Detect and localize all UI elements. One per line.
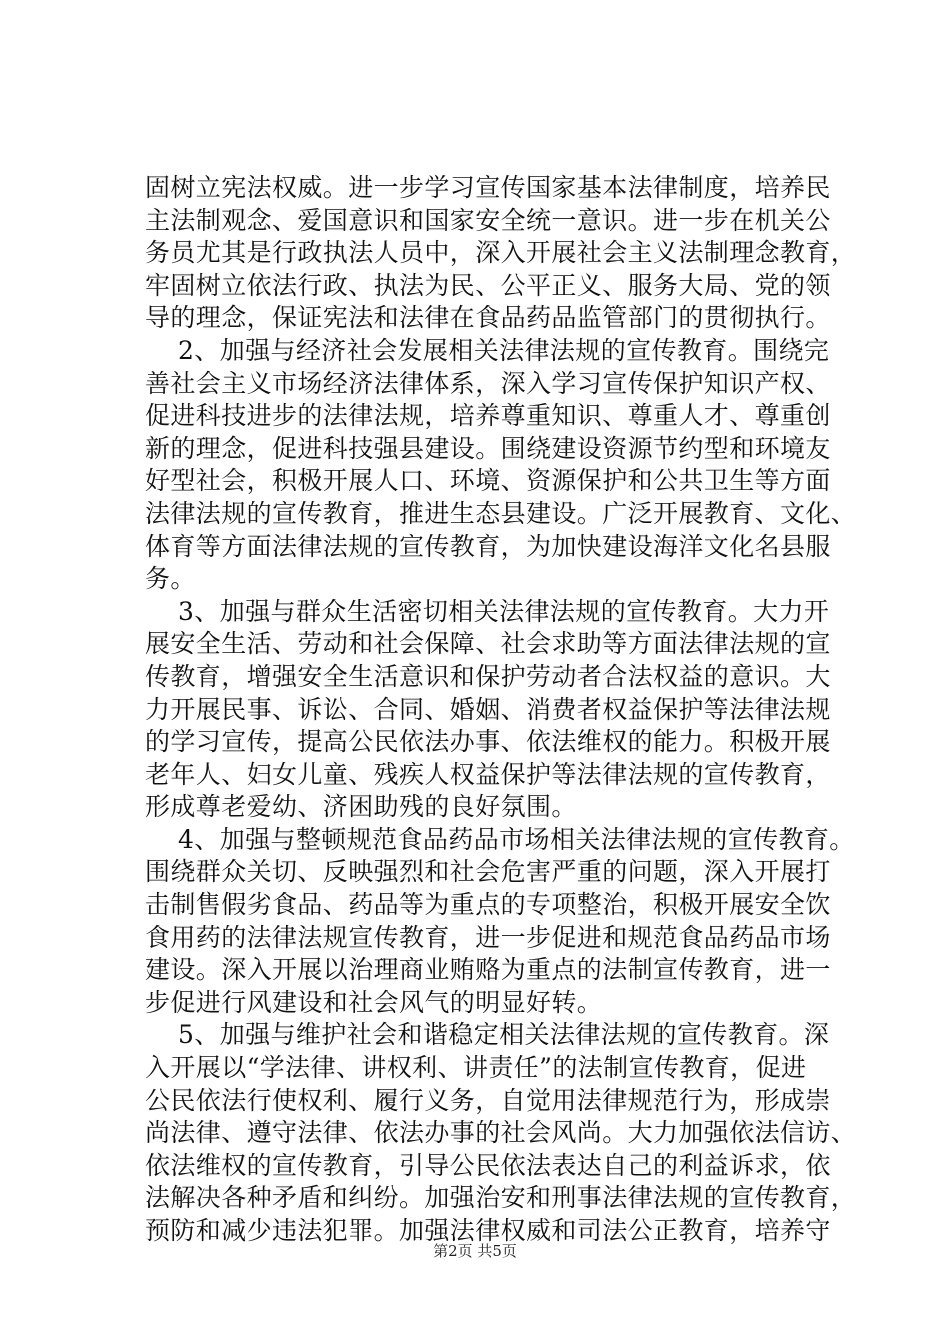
- text-line: 围绕群众关切、反映强烈和社会危害严重的问题，深入开展打: [145, 857, 831, 887]
- text-line: 法解决各种矛盾和纠纷。加强治安和刑事法律法规的宣传教育，: [145, 1183, 857, 1213]
- text-line: 新的理念，促进科技强县建设。围绕建设资源节约型和环境友: [145, 433, 831, 463]
- text-line: 建设。深入开展以治理商业贿赂为重点的法制宣传教育，进一: [145, 955, 831, 985]
- text-line: 体育等方面法律法规的宣传教育，为加快建设海洋文化名县服: [145, 531, 831, 561]
- text-line: 食用药的法律法规宣传教育，进一步促进和规范食品药品市场: [145, 922, 831, 952]
- paragraph-5-first-line: 5、加强与维护社会和谐稳定相关法律法规的宣传教育。深: [178, 1020, 830, 1050]
- text-line: 的学习宣传，提高公民依法办事、依法维权的能力。积极开展: [145, 727, 831, 757]
- text-line: 传教育，增强安全生活意识和保护劳动者合法权益的意识。大: [145, 661, 831, 691]
- text-line: 击制售假劣食品、药品等为重点的专项整治，积极开展安全饮: [145, 890, 831, 920]
- text-line: 依法维权的宣传教育，引导公民依法表达自己的利益诉求，依: [145, 1150, 831, 1180]
- text-line: 善社会主义市场经济法律体系，深入学习宣传保护知识产权、: [145, 368, 831, 398]
- text-line: 预防和减少违法犯罪。加强法律权威和司法公正教育，培养守: [145, 1216, 831, 1245]
- paragraph-4-first-line: 4、加强与整顿规范食品药品市场相关法律法规的宣传教育。: [178, 824, 855, 854]
- text-line: 务。: [145, 564, 196, 594]
- text-line: 好型社会，积极开展人口、环境、资源保护和公共卫生等方面: [145, 466, 831, 496]
- text-line: 公民依法行使权利、履行义务，自觉用法律规范行为，形成崇: [145, 1085, 831, 1115]
- text-line: 主法制观念、爱国意识和国家安全统一意识。进一步在机关公: [145, 205, 831, 235]
- document-body: [145, 172, 857, 1248]
- page-number-footer: 第2页 共5页: [433, 1242, 517, 1260]
- paragraph-3-first-line: 3、加强与群众生活密切相关法律法规的宣传教育。大力开: [178, 596, 830, 626]
- text-line: 展安全生活、劳动和社会保障、社会求助等方面法律法规的宣: [145, 629, 831, 659]
- text-line: 步促进行风建设和社会风气的明显好转。: [145, 987, 603, 1017]
- text-line: 老年人、妇女儿童、残疾人权益保护等法律法规的宣传教育，: [145, 759, 831, 789]
- text-line: 固树立宪法权威。进一步学习宣传国家基本法律制度，培养民: [145, 173, 831, 202]
- text-line: 力开展民事、诉讼、合同、婚姻、消费者权益保护等法律法规: [145, 694, 831, 724]
- text-line: 牢固树立依法行政、执法为民、公平正义、服务大局、党的领: [145, 270, 831, 300]
- text-line: 入开展以“学法律、讲权利、讲责任”的法制宣传教育，促进: [145, 1053, 807, 1083]
- text-line: 法律法规的宣传教育，推进生态县建设。广泛开展教育、文化、: [145, 498, 857, 528]
- paragraph-2-first-line: 2、加强与经济社会发展相关法律法规的宣传教育。围绕完: [178, 335, 830, 365]
- text-line: 导的理念，保证宪法和法律在食品药品监管部门的贯彻执行。: [145, 303, 831, 333]
- text-line: 促进科技进步的法律法规，培养尊重知识、尊重人才、尊重创: [145, 401, 831, 431]
- text-line: 尚法律、遵守法律、依法办事的社会风尚。大力加强依法信访、: [145, 1118, 857, 1148]
- text-line: 务员尤其是行政执法人员中，深入开展社会主义法制理念教育，: [145, 238, 857, 268]
- text-line: 形成尊老爱幼、济困助残的良好氛围。: [145, 792, 577, 822]
